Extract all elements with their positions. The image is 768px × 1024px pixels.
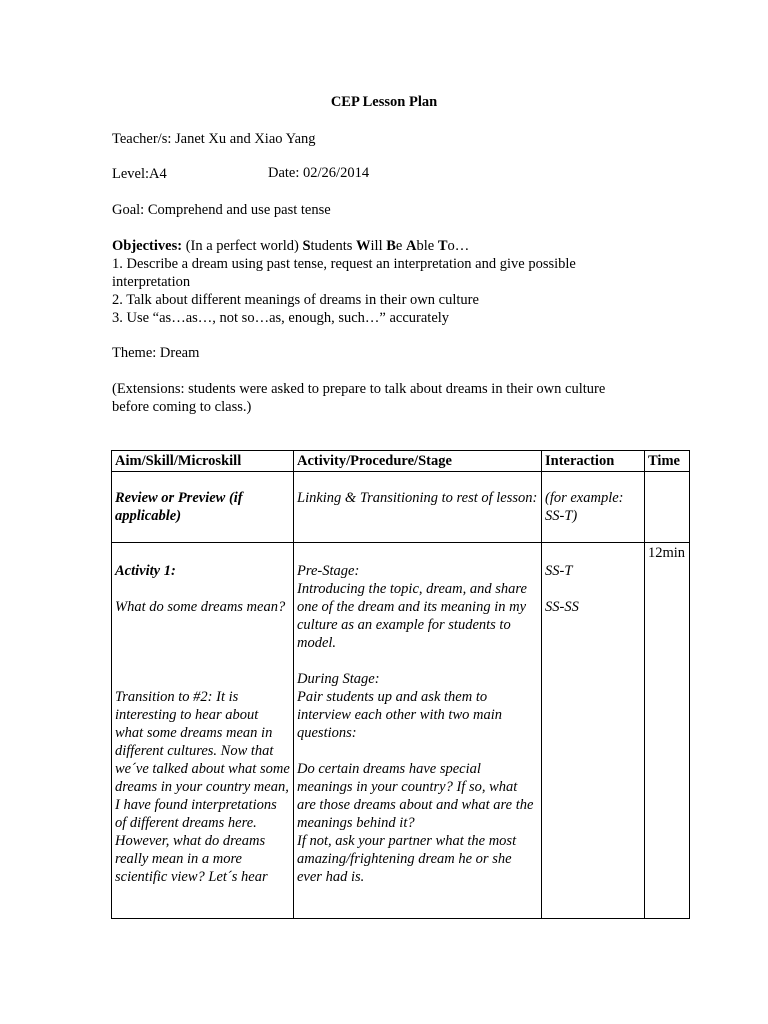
review-activity-cell	[294, 472, 542, 543]
table-header-row	[112, 451, 690, 472]
objectives-block	[112, 237, 672, 327]
header-time: Time	[645, 451, 690, 472]
header-activity: Activity/Procedure/Stage	[294, 451, 542, 472]
review-time-cell	[645, 472, 690, 543]
activity-transition-2: However, what do dreams really mean in a more scientific view? Let´s hear	[115, 833, 268, 885]
interview-question-2: If not, ask your partner what the most amazing/frightening dream he or she ever had is.	[297, 833, 517, 885]
swbat-s: S	[302, 238, 311, 254]
teachers-line: Teacher/s: Janet Xu and Xiao Yang	[112, 131, 316, 147]
review-aim-cell	[112, 472, 294, 543]
activity-transition: Transition to #2: It is interesting to hear about what some dreams mean in different cultures. Now that we´ve talked about what some dreams in your country mean, I have found interpretations of different dreams here.	[115, 689, 290, 831]
header-aim: Aim/Skill/Microskill	[112, 451, 294, 472]
header-interaction: Interaction	[542, 451, 645, 472]
swbat-w: W	[356, 238, 371, 254]
level-line: Level:A4	[112, 166, 167, 182]
interaction-ss-ss: SS-SS	[545, 599, 579, 615]
review-aim: Review or Preview (if applicable)	[115, 490, 243, 524]
objective-item: 3. Use “as…as…, not so…as, enough, such…” accurately	[112, 310, 450, 326]
activity-aim-cell	[112, 543, 294, 919]
objective-item: 2. Talk about different meanings of dreams in their own culture	[112, 292, 479, 308]
during-stage-label: During Stage:	[297, 671, 380, 687]
swbat-t: T	[437, 238, 448, 254]
objectives-intro: (In a perfect world)	[182, 238, 303, 254]
interview-question-1: Do certain dreams have special meanings in your country? If so, what are those dreams about and what are the meanings behind it?	[297, 761, 534, 831]
during-stage-text: Pair students up and ask them to interview each other with two main questions:	[297, 689, 502, 741]
table-row-review	[112, 472, 690, 543]
extensions-note: (Extensions: students were asked to prepare to talk about dreams in their own culture before coming to class.)	[112, 381, 606, 415]
swbat-b: B	[386, 238, 396, 254]
objectives-label: Objectives:	[112, 238, 183, 254]
swbat-ill: ill	[370, 238, 387, 254]
activity-procedure-cell	[294, 543, 542, 919]
lesson-table	[111, 450, 690, 919]
swbat-o: o…	[447, 238, 470, 254]
pre-stage-text: Introducing the topic, dream, and share one of the dream and its meaning in my culture as an example for students to model.	[297, 581, 527, 651]
swbat-tudents: tudents	[310, 238, 357, 254]
review-interaction: (for example: SS-T)	[545, 490, 624, 524]
swbat-e: e	[395, 238, 406, 254]
activity-question: What do some dreams mean?	[115, 599, 286, 615]
page-title: CEP Lesson Plan	[330, 94, 438, 110]
date-line: Date: 02/26/2014	[268, 165, 370, 181]
activity-time: 12min	[648, 545, 686, 561]
activity-interaction-cell	[542, 543, 645, 919]
theme-line: Theme: Dream	[112, 345, 200, 361]
goal-line: Goal: Comprehend and use past tense	[112, 202, 331, 218]
activity-time-cell	[645, 543, 690, 919]
table-row-activity	[112, 543, 690, 919]
swbat-ble: ble	[416, 238, 438, 254]
activity-title: Activity 1:	[115, 563, 176, 579]
review-activity: Linking & Transitioning to rest of lesson:	[297, 490, 538, 506]
review-interaction-cell	[542, 472, 645, 543]
pre-stage-label: Pre-Stage:	[297, 563, 360, 579]
objective-item: 1. Describe a dream using past tense, request an interpretation and give possible interpretation	[112, 256, 576, 290]
interaction-ss-t: SS-T	[545, 563, 573, 579]
objectives-heading	[112, 237, 672, 255]
swbat-a: A	[405, 238, 417, 254]
